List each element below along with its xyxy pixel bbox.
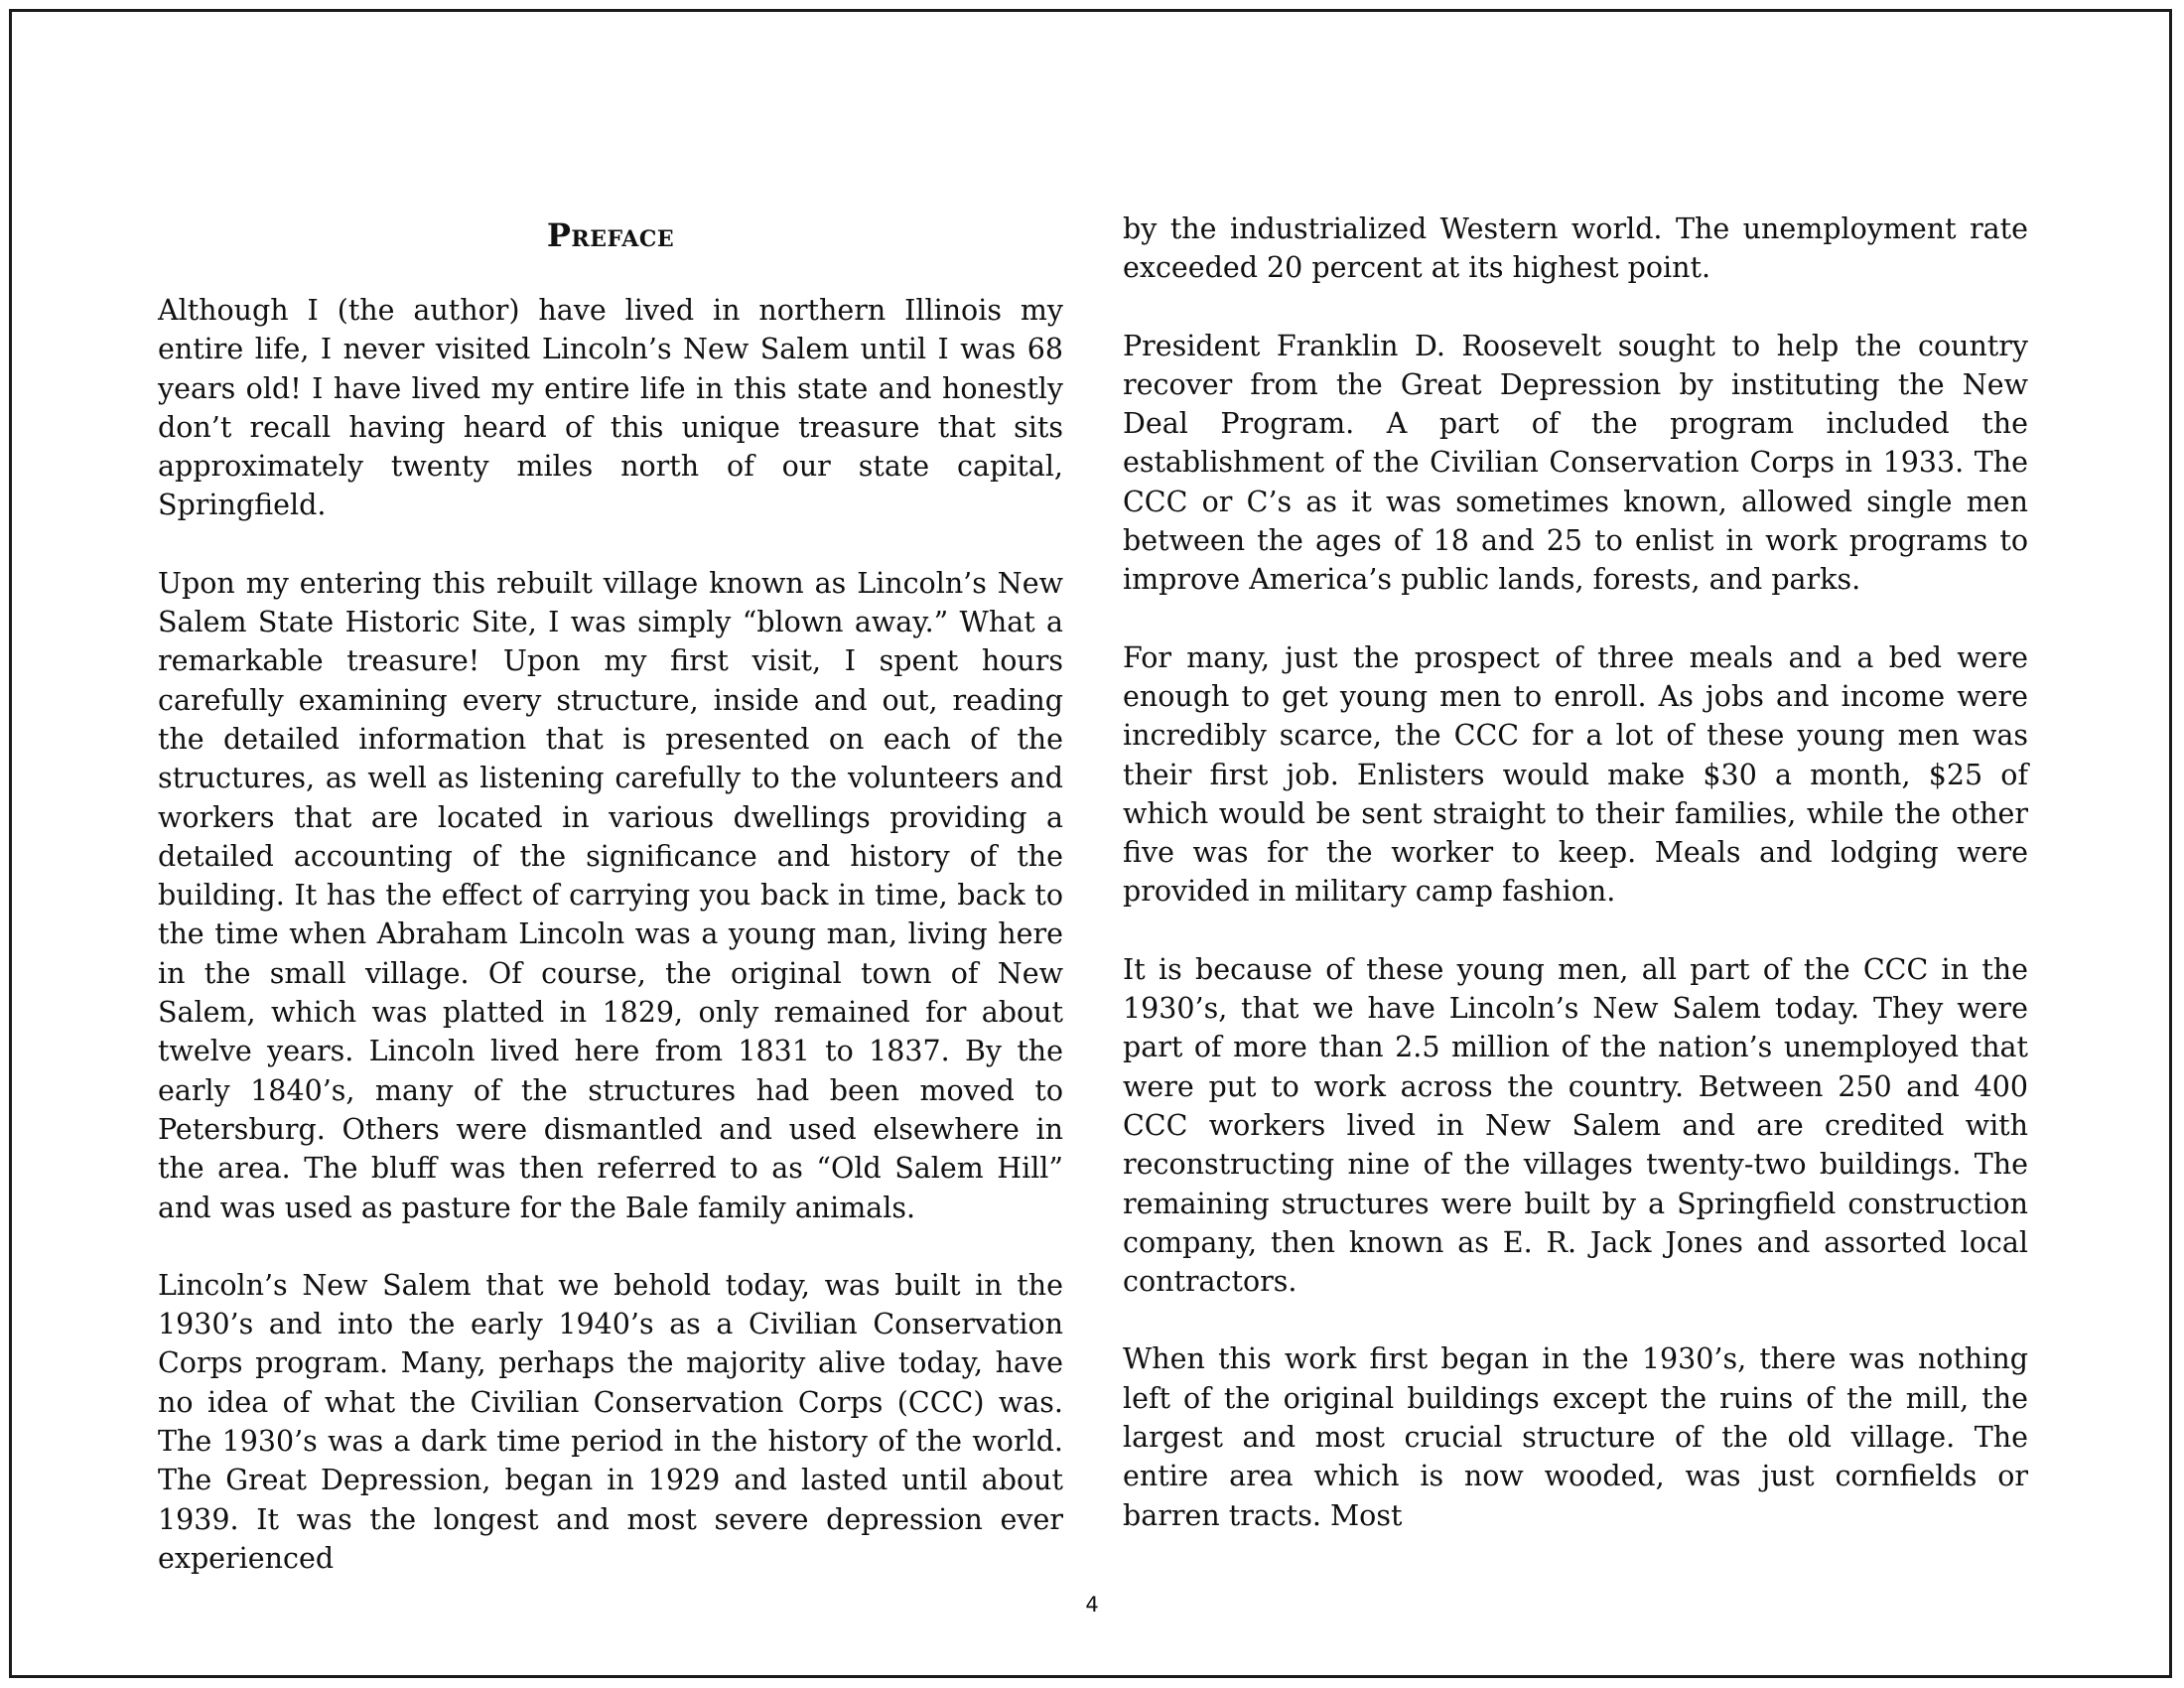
page-number: 4 — [1085, 1593, 1099, 1617]
paragraph: It is because of these young men, all part of the CCC in the 1930’s, that we have Lincoln’s New Salem today. They were part of more than 2.5 million of the nation’s unemployed that were put to work across the country. Between 250 and 400 CCC workers lived in New Salem and are credited with reconstructing nine of the villages twenty-two buildings. The remaining structures were built by a Springfield construction company, then known as E. R. Jack Jones and assorted local contractors. — [1123, 952, 2028, 1299]
paragraph: Lincoln’s New Salem that we behold today, was built in the 1930’s and into the early 1940’s as a Civilian Conservation Corps program. Many, perhaps the majority alive today, have no idea of what the Civilian Conservation Corps (CCC) was. The 1930’s was a dark time period in the history of the world. The Great Depression, began in 1929 and lasted until about 1939. It was the longest and most severe depression ever experienced — [158, 1268, 1063, 1575]
paragraph: Although I (the author) have lived in northern Illinois my entire life, I never visited Lincoln’s New Salem until I was 68 years old! I have lived my entire life in this state and honestly don’t recall having heard of this unique treasure that sits approximately twenty miles north of our state capital, Springfield. — [158, 294, 1063, 522]
preface-heading: Preface — [546, 216, 675, 254]
paragraph: Upon my entering this rebuilt village known as Lincoln’s New Salem State Historic Site, I was simply “blown away.” What a remarkable treasure! Upon my first visit, I spent hours carefully examining every structure, inside and out, reading the detailed information that is presented on each of the structures, as well as listening carefully to the volunteers and workers that are located in various dwellings providing a detailed accounting of the significance and history of the building. It has the effect of carrying you back in time, back to the time when Abraham Lincoln was a young man, living here in the small village. Of course, the original town of New Salem, which was platted in 1829, only remained for about twelve years. Lincoln lived here from 1831 to 1837. By the early 1840’s, many of the structures had been moved to Petersburg. Others were dismantled and used elsewhere in the area. The bluff was then referred to as “Old Salem Hill” and was used as pasture for the Bale family animals. — [158, 566, 1063, 1224]
paragraph: When this work first began in the 1930’s, there was nothing left of the original buildings except the ruins of the mill, the largest and most crucial structure of the old village. The entire area which is now wooded, was just cornfields or barren tracts. Most — [1123, 1342, 2028, 1532]
right-column — [1123, 210, 2028, 1574]
left-column — [158, 203, 1063, 1617]
paragraph: by the industrialized Western world. The unemployment rate exceeded 20 percent at its highest point. — [1123, 212, 2028, 285]
paragraph: For many, just the prospect of three meals and a bed were enough to get young men to enroll. As jobs and income were incredibly scarce, the CCC for a lot of these young men was their first job. Enlisters would make $30 a month, $25 of which would be sent straight to their families, while the other five was for the worker to keep. Meals and lodging were provided in military camp fashion. — [1123, 640, 2028, 909]
paragraph: President Franklin D. Roosevelt sought to help the country recover from the Great Depression by instituting the New Deal Program. A part of the program included the establishment of the Civilian Conservation Corps in 1933. The CCC or C’s as it was sometimes known, allowed single men between the ages of 18 and 25 to enlist in work programs to improve America’s public lands, forests, and parks. — [1123, 329, 2028, 597]
